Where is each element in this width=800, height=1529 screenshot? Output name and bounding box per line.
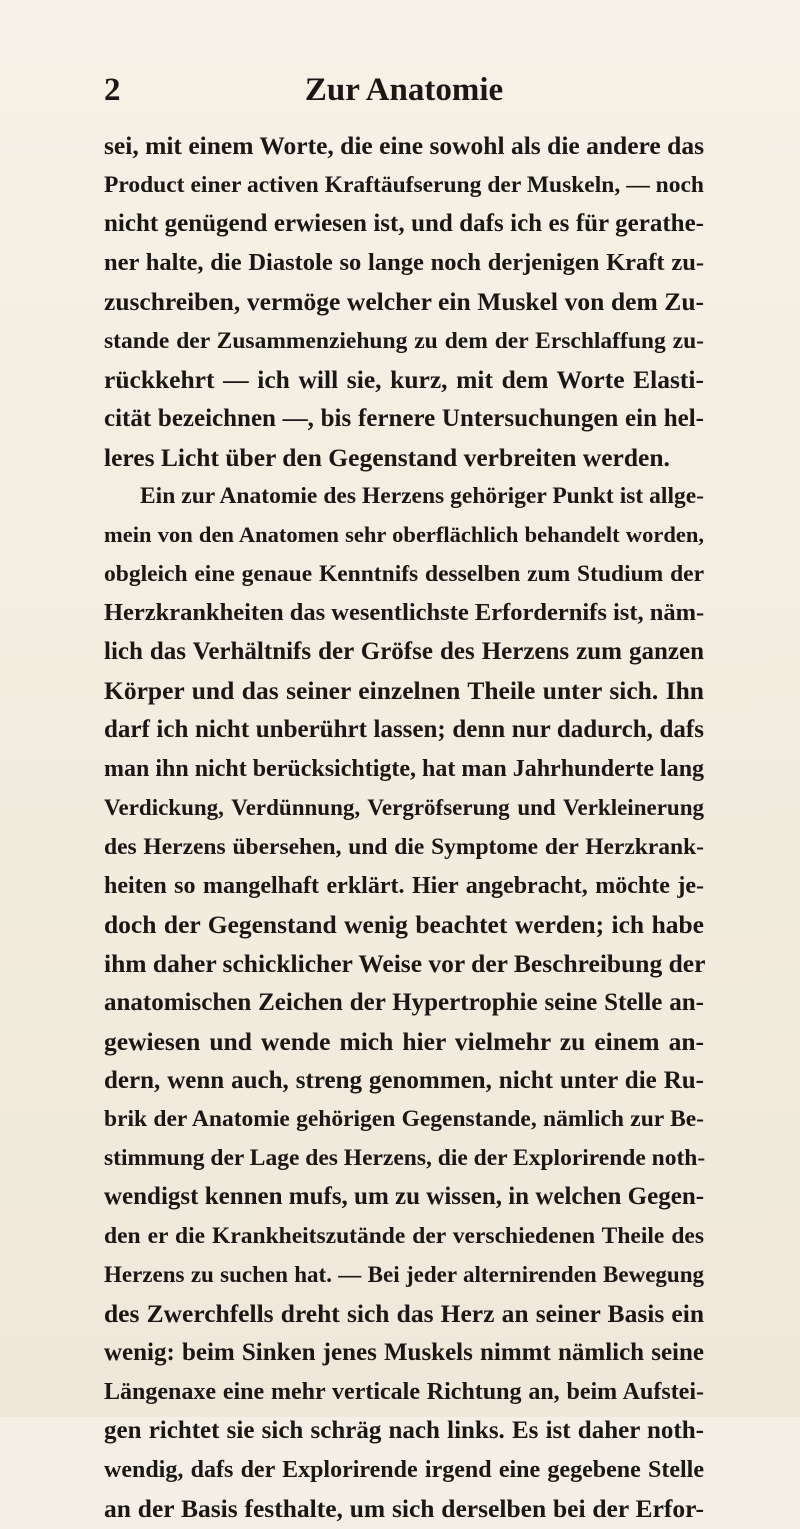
text-line: wenig: beim Sinken jenes Muskels nimmt nämlich seine [104, 1339, 704, 1367]
text-line: Herzens zu suchen hat. — Bei jeder alternirenden Bewegung [104, 1262, 704, 1288]
text-line: brik der Anatomie gehörigen Gegenstande, nämlich zur Be- [104, 1106, 704, 1133]
text-line: leres Licht über den Gegenstand verbreiten werden. [104, 442, 670, 472]
text-line: obgleich eine genaue Kenntnifs desselben zum Studium der [104, 561, 704, 588]
text-line: gewiesen und wende mich hier vielmehr zu einem an- [104, 1026, 704, 1056]
text-line: rückkehrt — ich will sie, kurz, mit dem Worte Elasti- [104, 364, 704, 394]
chapter-title: Zur Anatomie [304, 72, 504, 108]
text-line: wendig, dafs der Explorirende irgend eine gegebene Stelle [104, 1456, 704, 1483]
text-line: des Herzens übersehen, und die Symptome der Herzkrank- [104, 833, 704, 860]
text-line: cität bezeichnen —, bis fernere Untersuchungen ein hel- [104, 404, 704, 432]
text-line: zuschreiben, vermöge welcher ein Muskel von dem Zu- [104, 286, 704, 316]
text-line: den er die Krankheitszutände der verschiedenen Theile des [104, 1223, 704, 1250]
text-line: stande der Zusammenziehung zu dem der Erschlaffung zu- [104, 327, 704, 354]
text-line: doch der Gegenstand wenig beachtet werden; ich habe [104, 909, 704, 939]
text-line: gen richtet sie sich schräg nach links. Es ist daher noth- [104, 1416, 704, 1444]
text-line: Längenaxe eine mehr verticale Richtung an, beim Aufstei- [104, 1379, 704, 1405]
text-line: Verdickung, Verdünnung, Vergröfserung und Verkleinerung [104, 794, 704, 820]
text-line: man ihn nicht berücksichtigte, hat man Jahrhunderte lang [104, 756, 705, 782]
text-line: an der Basis festhalte, um sich derselben bei der Erfor- [104, 1493, 704, 1523]
text-line: dern, wenn auch, streng genommen, nicht unter die Ru- [104, 1066, 704, 1094]
text-line: Körper und das seiner einzelnen Theile unter sich. Ihn [104, 676, 704, 706]
text-line: sei, mit einem Worte, die eine sowohl als die andere das [104, 131, 704, 160]
text-line: nicht genügend erwiesen ist, und dafs ich es für gerathe- [104, 209, 704, 237]
text-line: darf ich nicht unberührt lassen; denn nur dadurch, dafs [104, 716, 704, 744]
text-line: lich das Verhältnifs der Gröfse des Herzens zum ganzen [104, 638, 704, 666]
text-line: Ein zur Anatomie des Herzens gehöriger Punkt ist allge- [140, 483, 704, 510]
text-line: anatomischen Zeichen der Hypertrophie seine Stelle an- [104, 988, 704, 1016]
text-line: ner halte, die Diastole so lange noch derjenigen Kraft zu- [104, 248, 704, 276]
text-line: ihm daher schicklicher Weise vor der Beschreibung der [104, 948, 706, 978]
text-line: heiten so mangelhaft erklärt. Hier angebracht, möchte je- [104, 872, 704, 899]
text-line: Product einer activen Kraftäufserung der Muskeln, — noch [104, 171, 704, 198]
text-line: mein von den Anatomen sehr oberflächlich behandelt worden, [104, 522, 704, 548]
page-number: 2 [104, 72, 121, 108]
body-text [104, 127, 704, 1529]
text-line: Herzkrankheiten das wesentlichste Erfordernifs ist, näm- [104, 599, 705, 627]
text-line: stimmung der Lage des Herzens, die der Explorirende noth- [104, 1145, 706, 1172]
text-line: wendigst kennen mufs, um zu wissen, in welchen Gegen- [104, 1183, 705, 1211]
running-head [104, 68, 704, 112]
text-line: des Zwerchfells dreht sich das Herz an seiner Basis ein [104, 1299, 704, 1329]
